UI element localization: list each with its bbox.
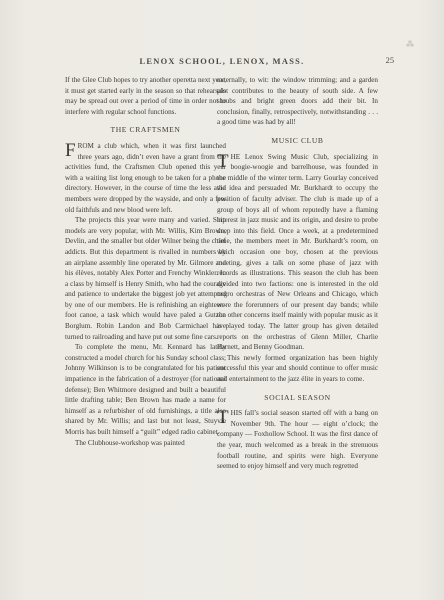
craftsmen-continued-paragraph: externally, to wit: the window trimming; and a garden plot contributes to the beauty of south side. A few shrubs and bright green doors add their bit. In conclusion, finally, retrospectively, notwithstanding . . . a good time was had by all!: [217, 76, 378, 127]
craftsmen-paragraph-1-text: ROM a club which, when it was first launched three years ago, didn’t even have a grant from the activities fund, the Craftsmen Club opened this year with a waiting list long enough to be taken for a phone directory. However, in the course of time the less avid members were dropped by the wayside, and only a few old faithfuls and new blood were left.: [65, 141, 226, 214]
drop-cap-t-music: T: [217, 150, 229, 172]
social-season-heading: SOCIAL SEASON: [264, 392, 331, 402]
social-paragraph-1-text: HIS fall’s social season started off with a bang on November 9th. The hour — eight o’clock; the company — Foxhollow School. It was the first dance of the year, much welcomed as a break in the strenuous football routine, and spirits were high. Everyone seemed to enjoy himself and very much regretted: [217, 409, 378, 471]
drop-cap-t-social: T: [217, 407, 229, 429]
running-header: LENOX SCHOOL, LENOX, MASS.: [139, 57, 305, 66]
social-paragraph-1: [217, 408, 378, 472]
glee-club-paragraph: If the Glee Club hopes to try another operetta next year, it must get started early in the season so that rehearsals may be spread out over a period of time in order not to interfere with regular school functions.: [65, 76, 226, 116]
drop-cap-f: F: [65, 139, 76, 161]
music-paragraph-1-text: HE Lenox Swing Music Club, specializing in boogie-woogie and barrelhouse, was founded in the middle of the winter term. Larry Gourlay conceived the idea and persuaded Mr. Burkhardt to occupy the position of faculty adviser. The club is made up of a group of boys all of whom reputedly have a flaming interest in jazz music and its origin, and desire to probe deep into this field. Once a week, at a predetermined time, the members meet in Mr. Burkhardt’s room, on which occasion one boy, chosen at the previous meeting, gives a talk on some phase of jazz with records as illustrations. This season the club has been divided into two factions: one is interested in the old negro orchestras of New Orleans and Chicago, which were the forerunners of our present day bands; while the other concerns itself mainly with popular music as it is played today. The latter group has given detailed reports on the orchestras of Glenn Miller, Charlie Barnett, and Benny Goodman.: [217, 152, 378, 352]
craftsmen-paragraph-3: To complete the menu, Mr. Kennard has lately constructed a model church for his Sunday school class; Johnny Wilkinson is to be congratulated for his patient impatience in the fabrication of a destroyer (for national defense); Ben Whitmore designed and built a beautiful little drafting table; Ben Brown has made a name for himself as a refurbisher of old furnishings, a title also shared by Mr. Willis; and last but not least, Stuyvie Morris has built himself a “guilt” edged radio cabinet.: [65, 343, 226, 436]
paper-speck: ⁂: [406, 40, 414, 49]
craftsmen-paragraph-2: The projects this year were many and varied. Ship models are very popular, with Mr. Willis, Kim Brown, Devlin, and the smaller but older Wilner being the chief addicts. But this department is rivalled in numbers by an airplane assembly line operated by Mr. Gilmore and his élèves, notably Alex Porter and Frenchy Winkler. In a class by himself is Henry Smith, who had the courage and patience to undertake the biggest job yet attempted by one of our members. He is refinishing an eighteen-foot canoe, a task which would have paled a Gutzon Borglum. Robin Landon and Bob Carmichael have turned to railroading and have put out some fine cars.: [65, 216, 226, 341]
music-paragraph-1: [217, 152, 378, 353]
music-club-heading: MUSIC CLUB: [271, 135, 324, 145]
craftsmen-paragraph-1: [65, 141, 226, 215]
right-column: [217, 75, 378, 472]
page-number: 25: [385, 56, 394, 65]
music-paragraph-2: This newly formed organization has been highly successful this year and should continue to offer music and entertainment to the jazz élite in years to come.: [217, 353, 378, 384]
craftsmen-paragraph-4: The Clubhouse-workshop was painted: [75, 438, 185, 447]
left-column: [65, 75, 226, 448]
craftsmen-heading: THE CRAFTSMEN: [110, 125, 181, 135]
